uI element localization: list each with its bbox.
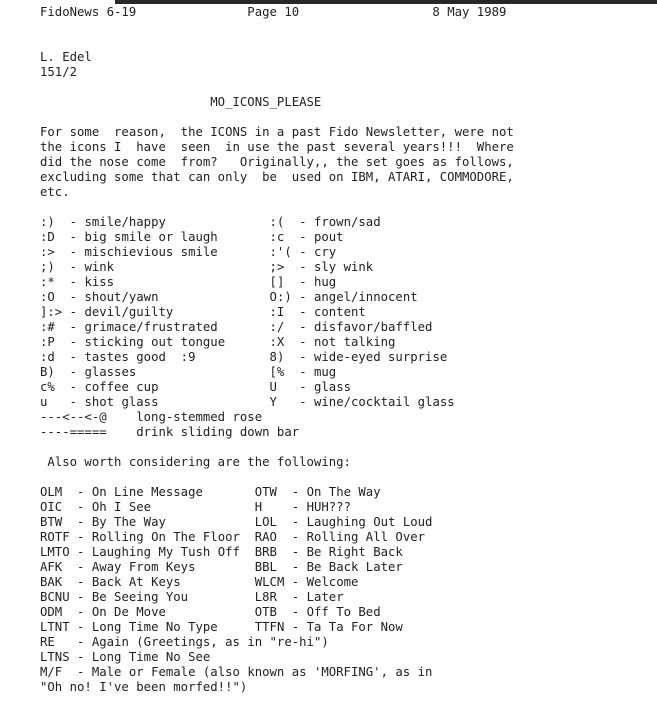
emoticon-meaning: mischievious smile (84, 245, 218, 259)
abbreviation-meaning: Away From Keys (91, 560, 196, 574)
emoticon-row (40, 350, 657, 365)
separator: - (54, 290, 85, 304)
author-name: L. Edel (40, 50, 92, 64)
emoticon-row (40, 380, 657, 395)
separator: - (276, 560, 307, 574)
column-gap (181, 575, 255, 589)
abbreviation-symbol: ODM (40, 605, 63, 619)
emoticon-symbol: O:) (269, 290, 292, 304)
emoticon-row (40, 245, 657, 260)
column-gap (158, 380, 269, 394)
abbreviation-symbol: BAK (40, 575, 63, 589)
separator: - (291, 290, 314, 304)
column-gap (218, 230, 270, 244)
emoticon-symbol: :* (40, 275, 55, 289)
separator: - (62, 515, 92, 529)
emoticon-symbol: [% (269, 365, 285, 379)
drawing-meaning: drink sliding down bar (136, 425, 300, 439)
abbreviation-symbol: AFK (40, 560, 63, 574)
emoticon-row (40, 320, 657, 335)
abbreviation-row (40, 515, 657, 530)
abbreviation-symbol: OIC (40, 500, 63, 514)
intro-text: excluding some that can only be used on IBM, ATARI, COMMODORE, (40, 170, 514, 184)
emoticon-symbol: ;> (269, 260, 285, 274)
abbreviation-meaning: On Line Message (91, 485, 203, 499)
abbreviation-row (40, 635, 657, 650)
column-gap (173, 305, 269, 319)
abbreviation-row (40, 500, 657, 515)
intro-line (40, 140, 657, 155)
abbreviation-row (40, 650, 657, 665)
emoticon-meaning: frown/sad (313, 215, 381, 229)
separator: - (54, 215, 85, 229)
intro-text: For some reason, the ICONS in a past Fido Newsletter, were not (40, 125, 514, 139)
blank-line (40, 200, 657, 215)
separator: - (276, 605, 307, 619)
separator: - (69, 545, 92, 559)
separator: - (54, 230, 85, 244)
emoticon-symbol: ]:> (40, 305, 63, 319)
separator: - (276, 485, 307, 499)
separator: - (54, 350, 85, 364)
emoticon-symbol: :/ (269, 320, 285, 334)
emoticon-meaning: disfavor/baffled (313, 320, 433, 334)
closing-text: "Oh no! I've been morfed!!") (40, 680, 248, 694)
emoticon-symbol: :D (40, 230, 55, 244)
emoticon-meaning: shot glass (84, 395, 159, 409)
emoticon-meaning: hug (313, 275, 337, 289)
abbreviation-symbol: BBL (254, 560, 277, 574)
separator: - (54, 335, 85, 349)
emoticon-symbol: Y (269, 395, 277, 409)
column-gap (218, 620, 255, 634)
abbreviation-symbol: H (254, 500, 263, 514)
emoticon-symbol: :) (40, 215, 55, 229)
abbreviation-meaning: Be Right Back (306, 545, 403, 559)
emoticon-meaning: wine/cocktail glass (313, 395, 455, 409)
abbreviation-row (40, 665, 657, 680)
intro-text: did the nose come from? Originally,, the set goes as follows, (40, 155, 514, 169)
abbreviation-symbol: M/F (40, 665, 63, 679)
separator: - (69, 530, 92, 544)
abbreviation-row (40, 545, 657, 560)
abbreviation-row (40, 620, 657, 635)
node-line (40, 65, 657, 80)
column-gap (114, 260, 269, 274)
emoticon-drawing-row (40, 425, 657, 440)
document-text (0, 5, 657, 695)
abbreviation-symbol: LMTO (40, 545, 70, 559)
article-title-line (40, 95, 657, 110)
separator: - (54, 245, 85, 259)
separator: - (62, 560, 92, 574)
separator: - (284, 275, 314, 289)
separator: - (54, 320, 85, 334)
newsletter-title: FidoNews 6-19 (40, 5, 248, 19)
abbreviation-meaning: HUH??? (306, 500, 351, 514)
emoticon-symbol: :O (40, 290, 55, 304)
separator: - (69, 620, 92, 634)
column-gap (151, 500, 255, 514)
emoticon-symbol: u (40, 395, 48, 409)
blank-line (40, 20, 657, 35)
abbreviation-symbol: RAO (254, 530, 277, 544)
separator: - (54, 365, 85, 379)
separator: - (62, 500, 92, 514)
emoticon-row (40, 395, 657, 410)
abbreviation-meaning: Back At Keys (91, 575, 181, 589)
separator: - (276, 380, 314, 394)
separator: - (54, 380, 85, 394)
emoticon-meaning: mug (313, 365, 337, 379)
emoticon-meaning: tastes good :9 (84, 350, 196, 364)
emoticon-meaning: glass (313, 380, 352, 394)
also-note-line (40, 455, 657, 470)
separator: - (69, 590, 92, 604)
drawing-symbol: ---<--<-@ (40, 410, 137, 424)
separator: - (284, 575, 307, 589)
column-gap (218, 320, 270, 334)
emoticon-symbol: ;) (40, 260, 55, 274)
emoticon-meaning: wide-eyed surprise (313, 350, 448, 364)
intro-line (40, 185, 657, 200)
drawing-meaning: long-stemmed rose (136, 410, 263, 424)
separator: - (284, 215, 314, 229)
abbreviation-meaning: Off To Bed (306, 605, 381, 619)
intro-line (40, 155, 657, 170)
abbreviation-meaning: Long Time No See (91, 650, 211, 664)
node-address: 151/2 (40, 65, 78, 79)
abbreviation-meaning: On De Move (91, 605, 166, 619)
blank-line (40, 470, 657, 485)
abbreviation-symbol: L8R (254, 590, 277, 604)
separator: - (54, 635, 92, 649)
abbreviation-meaning: Ta Ta For Now (306, 620, 403, 634)
abbreviation-meaning: Laughing Out Loud (306, 515, 433, 529)
abbreviation-symbol: LTNS (40, 650, 70, 664)
column-gap (114, 275, 269, 289)
emoticon-meaning: sticking out tongue (84, 335, 226, 349)
emoticon-symbol: B) (40, 365, 55, 379)
emoticon-meaning: sly wink (313, 260, 374, 274)
abbreviation-symbol: OTB (254, 605, 277, 619)
emoticon-meaning: grimace/frustrated (84, 320, 218, 334)
abbreviation-row (40, 560, 657, 575)
separator: - (284, 365, 314, 379)
emoticon-row (40, 335, 657, 350)
emoticon-row (40, 305, 657, 320)
author-line (40, 50, 657, 65)
separator: - (62, 575, 92, 589)
emoticon-meaning: kiss (84, 275, 115, 289)
blank-line (40, 110, 657, 125)
separator: - (47, 395, 85, 409)
abbreviation-row (40, 530, 657, 545)
emoticon-symbol: 8) (269, 350, 285, 364)
emoticon-row (40, 215, 657, 230)
abbreviation-meaning: Again (Greetings, as in "re-hi") (91, 635, 329, 649)
separator: - (262, 500, 307, 514)
separator: - (62, 605, 92, 619)
column-gap (240, 530, 255, 544)
column-gap (218, 245, 270, 259)
separator: - (276, 545, 307, 559)
emoticon-symbol: c% (40, 380, 55, 394)
abbreviation-row (40, 605, 657, 620)
abbreviation-meaning: Long Time No Type (91, 620, 218, 634)
intro-text: the icons I have seen in use the past several years!!! Where (40, 140, 514, 154)
title-indent (40, 95, 210, 109)
emoticon-symbol: :# (40, 320, 55, 334)
intro-line (40, 170, 657, 185)
separator: - (284, 230, 314, 244)
blank-line (40, 80, 657, 95)
abbreviation-symbol: TTFN (254, 620, 285, 634)
separator: - (284, 260, 314, 274)
emoticon-symbol: :( (269, 215, 285, 229)
emoticon-symbol: U (269, 380, 277, 394)
abbreviation-row (40, 575, 657, 590)
abbreviation-row (40, 485, 657, 500)
abbreviation-row (40, 590, 657, 605)
also-note-text: Also worth considering are the following: (47, 455, 351, 469)
emoticon-meaning: devil/guilty (84, 305, 174, 319)
abbreviation-symbol: LTNT (40, 620, 70, 634)
separator: - (276, 515, 307, 529)
drawing-symbol: ----===== (40, 425, 137, 439)
column-gap (196, 350, 270, 364)
separator: - (284, 335, 314, 349)
article-title: MO_ICONS_PLEASE (210, 95, 322, 109)
column-gap (196, 560, 255, 574)
closing-line (40, 680, 657, 695)
abbreviation-symbol: BRB (254, 545, 277, 559)
emoticon-meaning: shout/yawn (84, 290, 159, 304)
emoticon-row (40, 365, 657, 380)
page-number: Page 10 (247, 5, 433, 19)
abbreviation-meaning: Laughing My Tush Off (91, 545, 240, 559)
separator: - (54, 260, 85, 274)
emoticon-drawing-row (40, 410, 657, 425)
abbreviation-meaning: On The Way (306, 485, 381, 499)
emoticon-meaning: angel/innocent (313, 290, 418, 304)
emoticon-row (40, 260, 657, 275)
abbreviation-symbol: BTW (40, 515, 63, 529)
column-gap (188, 590, 255, 604)
separator: - (62, 665, 92, 679)
abbreviation-meaning: Be Seeing You (91, 590, 189, 604)
column-gap (203, 485, 255, 499)
abbreviation-symbol: ROTF (40, 530, 70, 544)
abbreviation-meaning: Oh I See (91, 500, 152, 514)
column-gap (166, 605, 255, 619)
newsletter-header (40, 5, 657, 20)
separator: - (69, 650, 92, 664)
abbreviation-symbol: OTW (254, 485, 277, 499)
abbreviation-meaning: Male or Female (also known as 'MORFING', as in (91, 665, 433, 679)
emoticon-meaning: coffee cup (84, 380, 159, 394)
abbreviation-symbol: WLCM (254, 575, 285, 589)
separator: - (284, 320, 314, 334)
column-gap (136, 365, 269, 379)
separator: - (284, 620, 307, 634)
abbreviation-symbol: LOL (254, 515, 277, 529)
intro-line (40, 125, 657, 140)
abbreviation-meaning: By The Way (91, 515, 166, 529)
emoticon-symbol: :'( (269, 245, 292, 259)
separator: - (284, 305, 314, 319)
separator: - (62, 305, 85, 319)
column-gap (158, 290, 269, 304)
blank-line (40, 440, 657, 455)
abbreviation-symbol: OLM (40, 485, 63, 499)
separator: - (276, 530, 307, 544)
abbreviation-symbol: RE (40, 635, 55, 649)
issue-date: 8 May 1989 (432, 5, 507, 19)
column-gap (240, 545, 255, 559)
emoticon-symbol: :c (269, 230, 285, 244)
abbreviation-meaning: Rolling All Over (306, 530, 426, 544)
emoticon-symbol: :d (40, 350, 55, 364)
window-chrome-strip (115, 0, 657, 4)
abbreviation-symbol: BCNU (40, 590, 70, 604)
abbreviation-meaning: Welcome (306, 575, 359, 589)
separator: - (276, 395, 314, 409)
emoticon-row (40, 275, 657, 290)
emoticon-meaning: wink (84, 260, 115, 274)
separator: - (62, 485, 92, 499)
emoticon-symbol: :> (40, 245, 55, 259)
emoticon-symbol: :I (269, 305, 285, 319)
emoticon-meaning: content (313, 305, 366, 319)
separator: - (284, 350, 314, 364)
blank-line (40, 35, 657, 50)
separator: - (291, 245, 314, 259)
abbreviation-meaning: Rolling On The Floor (91, 530, 240, 544)
separator: - (54, 275, 85, 289)
separator: - (276, 590, 307, 604)
emoticon-symbol: :P (40, 335, 55, 349)
emoticon-row (40, 230, 657, 245)
column-gap (166, 515, 255, 529)
emoticon-symbol: [] (269, 275, 285, 289)
emoticon-meaning: smile/happy (84, 215, 166, 229)
emoticon-symbol: :X (269, 335, 285, 349)
emoticon-meaning: cry (313, 245, 337, 259)
emoticon-meaning: glasses (84, 365, 137, 379)
column-gap (225, 335, 269, 349)
emoticon-meaning: big smile or laugh (84, 230, 218, 244)
emoticon-meaning: pout (313, 230, 344, 244)
abbreviation-meaning: Later (306, 590, 344, 604)
abbreviation-meaning: Be Back Later (306, 560, 403, 574)
column-gap (166, 215, 270, 229)
emoticon-meaning: not talking (313, 335, 396, 349)
emoticon-row (40, 290, 657, 305)
column-gap (158, 395, 269, 409)
intro-text: etc. (40, 185, 70, 199)
